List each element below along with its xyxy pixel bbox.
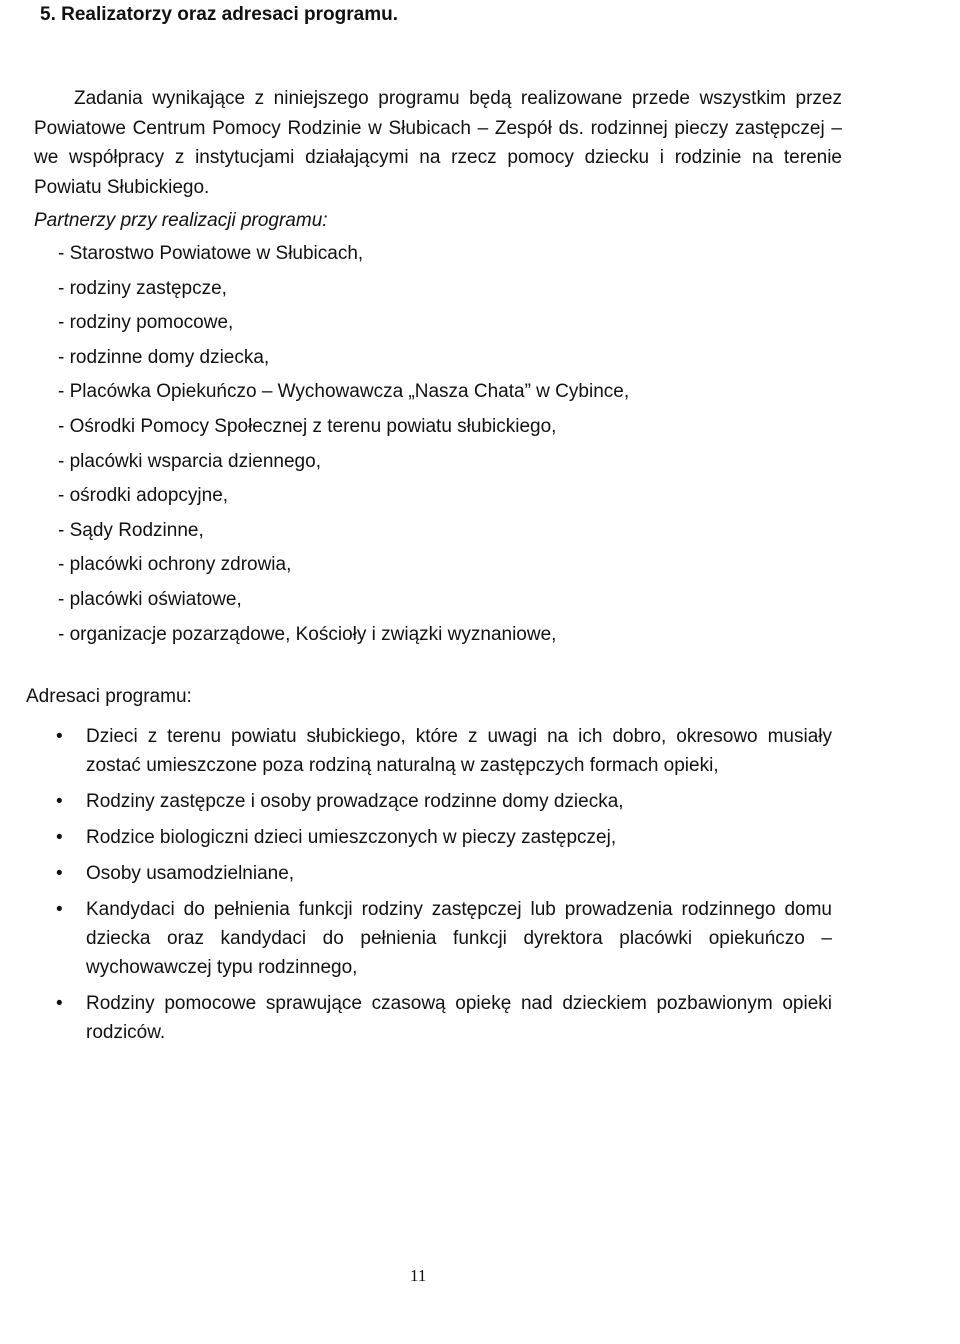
partners-label: Partnerzy przy realizacji programu: xyxy=(34,210,328,231)
partner-item: - Ośrodki Pomocy Społecznej z terenu powiatu słubickiego, xyxy=(58,415,557,437)
partner-item: - ośrodki adopcyjne, xyxy=(58,485,229,507)
section-heading: 5. Realizatorzy oraz adresaci programu. xyxy=(40,4,398,25)
partner-item: - rodziny zastępcze, xyxy=(58,277,227,299)
partner-item: - Placówka Opiekuńczo – Wychowawcza „Nasza Chata” w Cybince, xyxy=(58,381,630,403)
intro-paragraph: Zadania wynikające z niniejszego programu będą realizowane przede wszystkim przez Powiatowe Centrum Pomocy Rodzinie w Słubicach – Zespół ds. rodzinnej pieczy zastępczej – we współpracy z instytucjami działającymi na rzecz pomocy dziecku i rodzinie na terenie Powiatu Słubickiego. xyxy=(34,88,842,198)
recipient-item: • Rodziny zastępcze i osoby prowadzące rodzinne domy dziecka, xyxy=(86,787,832,816)
recipient-item: • Rodzice biologiczni dzieci umieszczonych w pieczy zastępczej, xyxy=(86,823,832,852)
partner-item: - placówki ochrony zdrowia, xyxy=(58,554,292,576)
page-number: 11 xyxy=(410,1266,427,1285)
partner-item: - organizacje pozarządowe, Kościoły i związki wyznaniowe, xyxy=(58,623,557,645)
partner-item: - rodzinne domy dziecka, xyxy=(58,346,270,368)
partner-item: - Sądy Rodzinne, xyxy=(58,519,204,541)
partner-item: - placówki oświatowe, xyxy=(58,588,242,610)
partners-list xyxy=(58,240,629,655)
recipient-item: • Dzieci z terenu powiatu słubickiego, które z uwagi na ich dobro, okresowo musiały zostać umieszczone poza rodziną naturalną w zastępczych formach opieki, xyxy=(86,722,832,780)
recipient-item: • Osoby usamodzielniane, xyxy=(86,859,832,888)
partner-item: - Starostwo Powiatowe w Słubicach, xyxy=(58,243,364,264)
recipient-item: • Kandydaci do pełnienia funkcji rodziny zastępczej lub prowadzenia rodzinnego domu dziecka oraz kandydaci do pełnienia funkcji dyrektora placówki opiekuńczo – wychowawczej typu rodzinnego, xyxy=(86,895,832,982)
partner-item: - placówki wsparcia dziennego, xyxy=(58,450,321,472)
recipient-item: • Rodziny pomocowe sprawujące czasową opiekę nad dzieckiem pozbawionym opieki rodziców. xyxy=(86,989,832,1047)
recipients-label: Adresaci programu: xyxy=(26,686,192,707)
partner-item: - rodziny pomocowe, xyxy=(58,312,234,334)
recipients-list xyxy=(86,722,832,1054)
